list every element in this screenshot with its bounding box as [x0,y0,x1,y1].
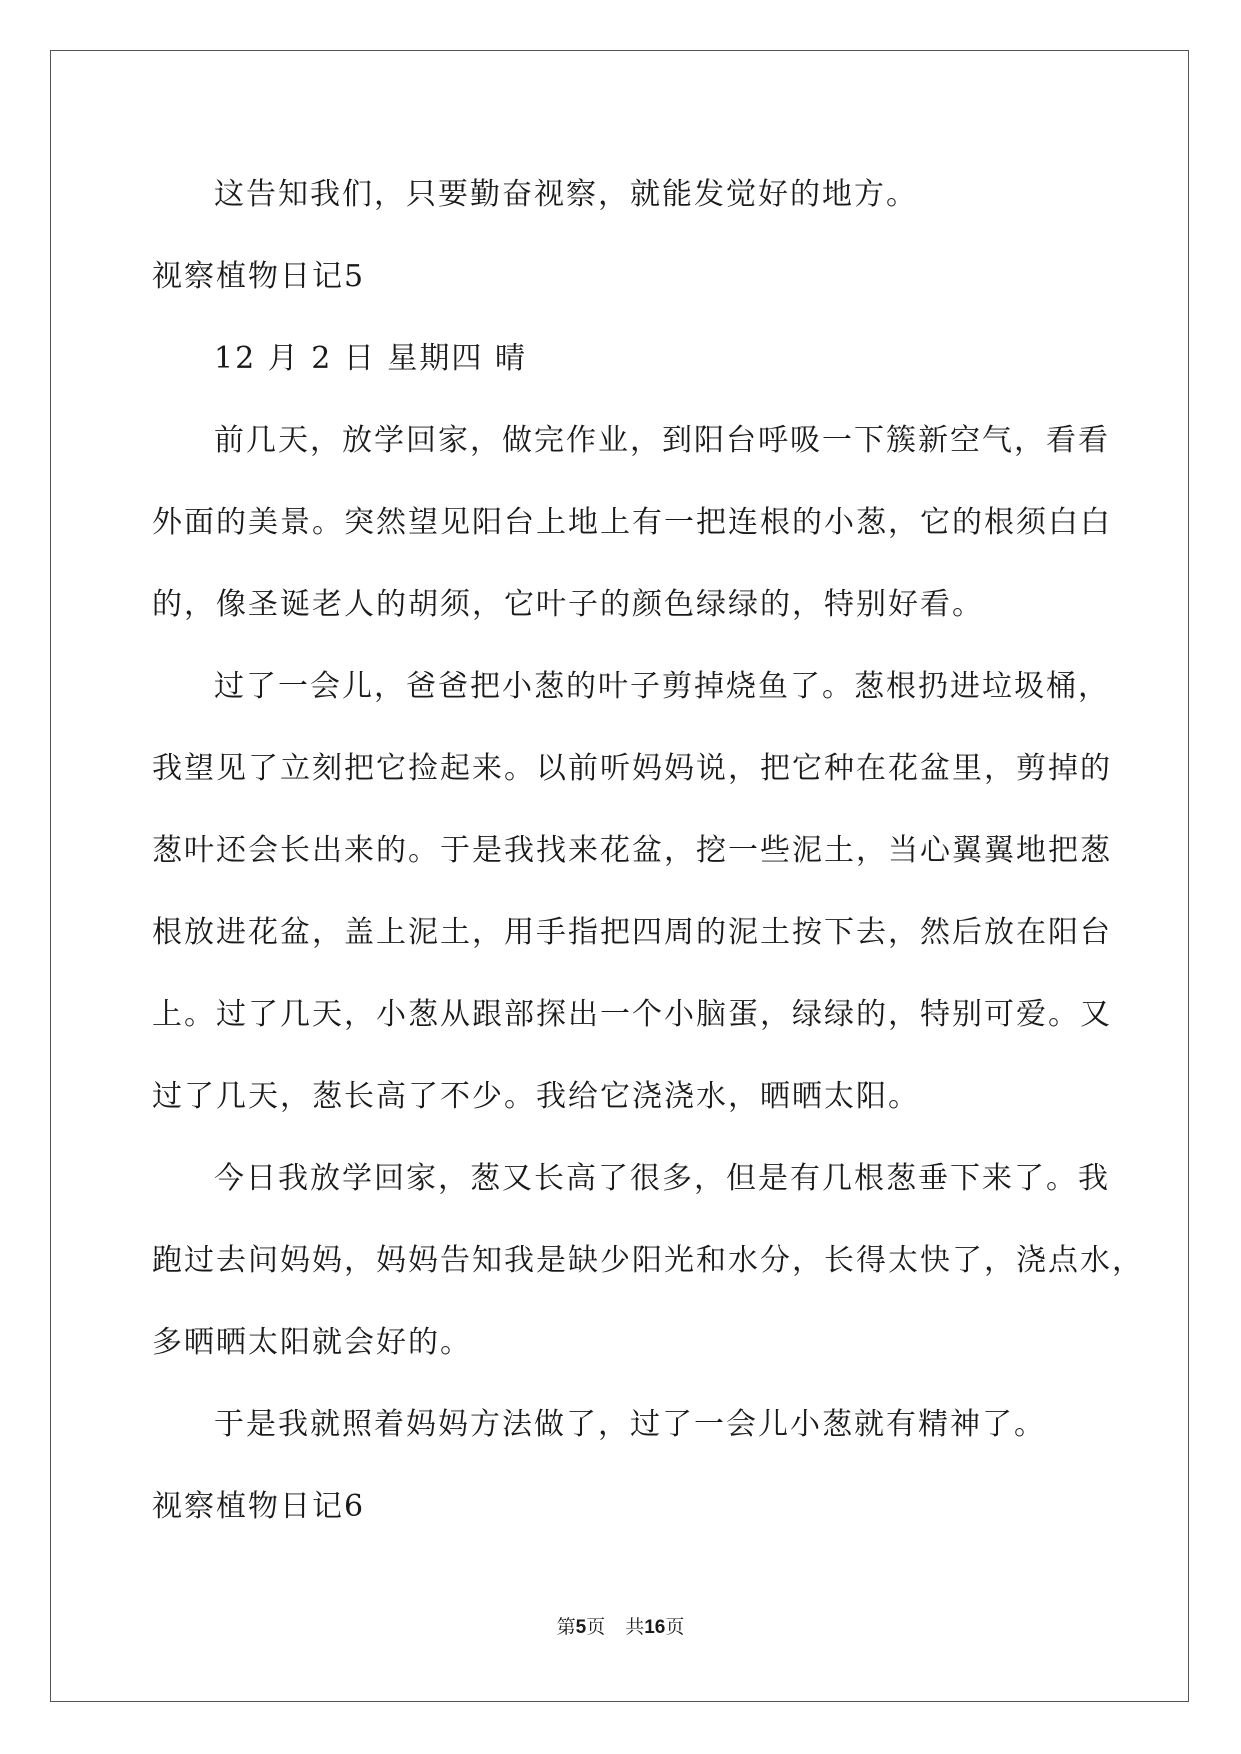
page-prefix: 第 [556,1616,576,1638]
paragraph-line: 的，像圣诞老人的胡须，它叶子的颜色绿绿的，特别好看。 [152,587,984,622]
total-prefix: 共 [625,1616,645,1638]
page-suffix: 页 [586,1616,606,1638]
paragraph-line: 今日我放学回家，葱又长高了很多，但是有几根葱垂下来了。我 [214,1161,1110,1196]
paragraph-line: 过了一会儿，爸爸把小葱的叶子剪掉烧鱼了。葱根扔进垃圾桶， [214,669,1110,704]
total-pages: 16 [644,1617,666,1638]
paragraph-line: 根放进花盆，盖上泥土，用手指把四周的泥土按下去，然后放在阳台 [152,915,1112,950]
paragraph-line: 葱叶还会长出来的。于是我找来花盆，挖一些泥土，当心翼翼地把葱 [152,833,1112,868]
paragraph-line: 于是我就照着妈妈方法做了，过了一会儿小葱就有精神了。 [214,1407,1046,1442]
paragraph-line: 我望见了立刻把它捡起来。以前听妈妈说，把它种在花盆里，剪掉的 [152,751,1112,786]
paragraph-line: 这告知我们，只要勤奋视察，就能发觉好的地方。 [214,177,918,212]
page-number: 5 [575,1617,587,1638]
paragraph-line: 上。过了几天，小葱从跟部探出一个小脑蛋，绿绿的，特别可爱。又 [152,997,1112,1032]
page-footer [0,1613,1241,1642]
paragraph-line: 多晒晒太阳就会好的。 [152,1325,472,1360]
paragraph-line: 前几天，放学回家，做完作业，到阳台呼吸一下簇新空气，看看 [214,423,1110,458]
document-body [152,160,1144,1554]
section-heading: 视察植物日记6 [152,1489,366,1524]
paragraph-line: 过了几天，葱长高了不少。我给它浇浇水，晒晒太阳。 [152,1079,920,1114]
section-heading: 视察植物日记5 [152,259,366,294]
diary-date-line: 12 月 2 日 星期四 晴 [214,341,527,376]
paragraph-line: 跑过去问妈妈，妈妈告知我是缺少阳光和水分，长得太快了，浇点水， [152,1243,1144,1278]
total-suffix: 页 [665,1616,685,1638]
paragraph-line: 外面的美景。突然望见阳台上地上有一把连根的小葱，它的根须白白 [152,505,1112,540]
